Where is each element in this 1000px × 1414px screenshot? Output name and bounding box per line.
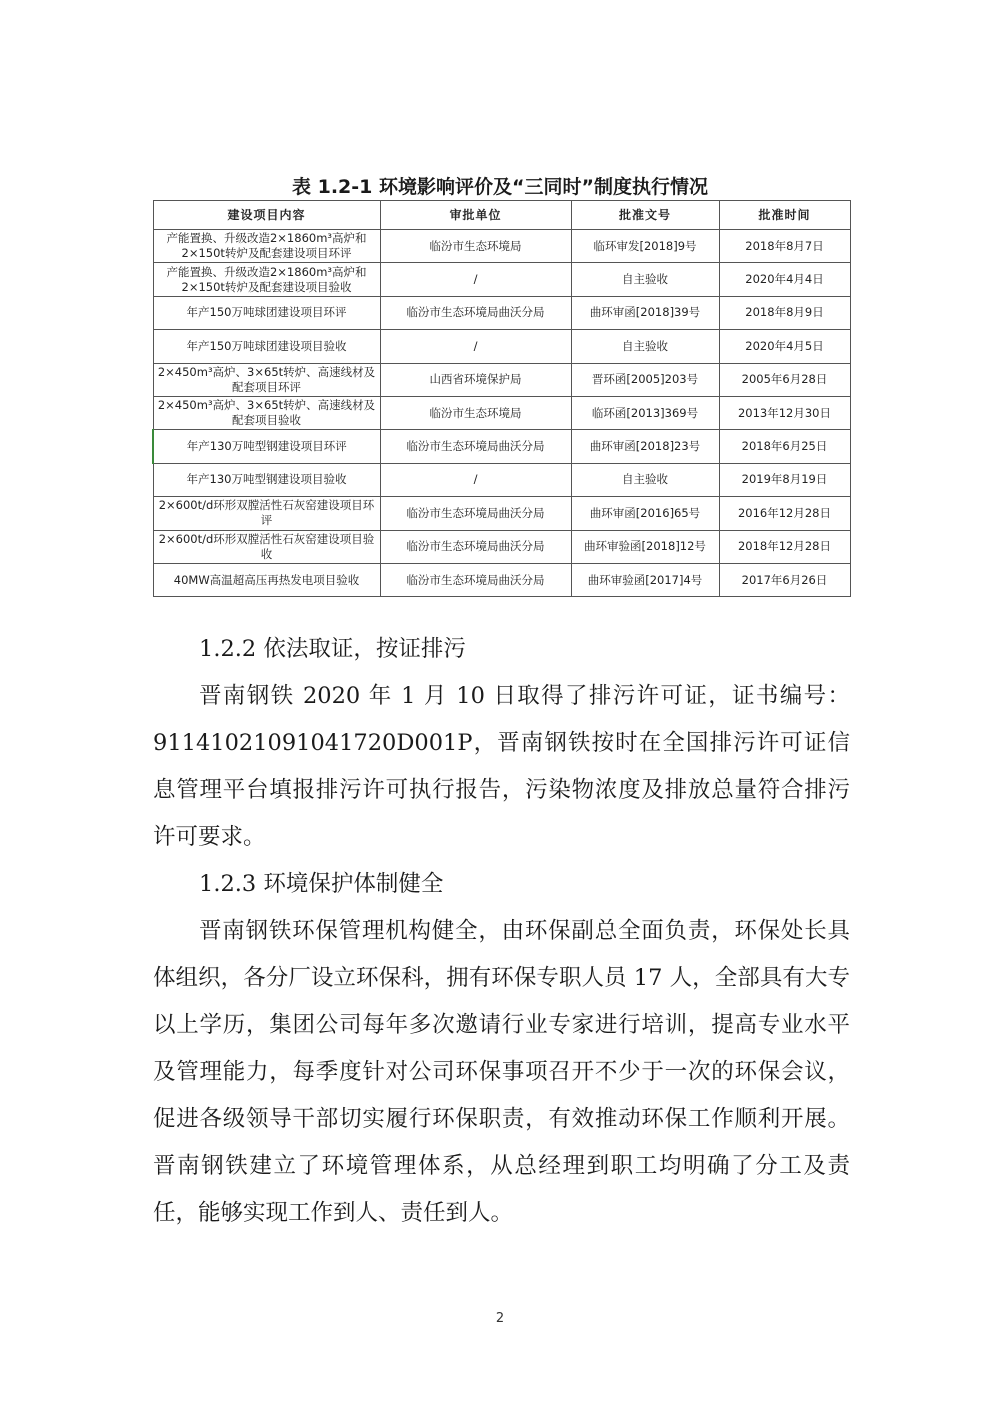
table-row bbox=[153, 497, 850, 530]
project-cell: 2×450m³高炉、3×65t转炉、高速线材及配套项目验收 bbox=[153, 396, 380, 429]
approval-date-cell: 2018年6月25日 bbox=[719, 430, 850, 463]
approval-date-cell: 2019年8月19日 bbox=[719, 463, 850, 496]
authority-cell: 临汾市生态环境局曲沃分局 bbox=[380, 296, 571, 329]
approval-date-cell: 2020年4月4日 bbox=[719, 263, 850, 296]
document-number-cell: 曲环审函[2018]39号 bbox=[571, 296, 719, 329]
table-row bbox=[153, 363, 850, 396]
approval-date-cell: 2018年12月28日 bbox=[719, 530, 850, 563]
paragraph-environmental-management: 晋南钢铁环保管理机构健全，由环保副总全面负责，环保处长具体组织，各分厂设立环保科，拥有环保专职人员 17 人，全部具有大专以上学历，集团公司每年多次邀请行业专家进行培训，提高专业水平及管理能力，每季度针对公司环保事项召开不少于一次的环保会议，促进各级领导干部切实履行环保职责，有效推动环保工作顺利开展。晋南钢铁建立了环境管理体系，从总经理到职工均明确了分工及责任，能够实现工作到人、责任到人。 bbox=[153, 918, 850, 1226]
authority-cell: 临汾市生态环境局曲沃分局 bbox=[380, 430, 571, 463]
document-number-cell: 曲环审函[2018]23号 bbox=[571, 430, 719, 463]
project-cell: 2×450m³高炉、3×65t转炉、高速线材及配套项目环评 bbox=[153, 363, 380, 396]
approval-date-cell: 2017年6月26日 bbox=[719, 563, 850, 596]
authority-cell: 山西省环境保护局 bbox=[380, 363, 571, 396]
approval-date-cell: 2018年8月7日 bbox=[719, 230, 850, 263]
document-number-cell: 临环函[2013]369号 bbox=[571, 396, 719, 429]
table-row bbox=[153, 330, 850, 363]
document-number-cell: 晋环函[2005]203号 bbox=[571, 363, 719, 396]
paragraph-pollution-permit: 晋南钢铁 2020 年 1 月 10 日取得了排污许可证，证书编号：91141021091041720D001P，晋南钢铁按时在全国排污许可证信息管理平台填报排污许可执行报告，污染物浓度及排放总量符合排污许可要求。 bbox=[153, 683, 850, 850]
column-header: 审批单位 bbox=[380, 201, 571, 230]
eia-records-table bbox=[152, 200, 851, 597]
authority-cell: 临汾市生态环境局 bbox=[380, 230, 571, 263]
authority-cell: / bbox=[380, 263, 571, 296]
section-heading-1-2-3: 1.2.3 环境保护体制健全 bbox=[199, 871, 444, 897]
table-row bbox=[153, 430, 850, 463]
authority-cell: 临汾市生态环境局 bbox=[380, 396, 571, 429]
project-cell: 产能置换、升级改造2×1860m³高炉和2×150t转炉及配套建设项目验收 bbox=[153, 263, 380, 296]
column-header: 建设项目内容 bbox=[153, 201, 380, 230]
document-body bbox=[153, 626, 850, 1237]
document-number-cell: 自主验收 bbox=[571, 463, 719, 496]
project-cell: 年产150万吨球团建设项目验收 bbox=[153, 330, 380, 363]
table-row bbox=[153, 563, 850, 596]
table-row bbox=[153, 230, 850, 263]
document-number-cell: 曲环审函[2016]65号 bbox=[571, 497, 719, 530]
authority-cell: 临汾市生态环境局曲沃分局 bbox=[380, 530, 571, 563]
document-number-cell: 临环审发[2018]9号 bbox=[571, 230, 719, 263]
table-header-row bbox=[153, 201, 850, 230]
project-cell: 产能置换、升级改造2×1860m³高炉和2×150t转炉及配套建设项目环评 bbox=[153, 230, 380, 263]
authority-cell: 临汾市生态环境局曲沃分局 bbox=[380, 497, 571, 530]
table-caption: 表 1.2-1 环境影响评价及“三同时”制度执行情况 bbox=[292, 176, 708, 198]
table-row bbox=[153, 296, 850, 329]
project-cell: 年产130万吨型钢建设项目验收 bbox=[153, 463, 380, 496]
authority-cell: / bbox=[380, 330, 571, 363]
approval-date-cell: 2005年6月28日 bbox=[719, 363, 850, 396]
project-cell: 年产150万吨球团建设项目环评 bbox=[153, 296, 380, 329]
table-row bbox=[153, 530, 850, 563]
document-number-cell: 曲环审验函[2017]4号 bbox=[571, 563, 719, 596]
project-cell: 2×600t/d环形双膛活性石灰窑建设项目验收 bbox=[153, 530, 380, 563]
approval-date-cell: 2018年8月9日 bbox=[719, 296, 850, 329]
table-row bbox=[153, 463, 850, 496]
approval-date-cell: 2020年4月5日 bbox=[719, 330, 850, 363]
column-header: 批准文号 bbox=[571, 201, 719, 230]
table-row bbox=[153, 263, 850, 296]
approval-date-cell: 2013年12月30日 bbox=[719, 396, 850, 429]
table-row bbox=[153, 396, 850, 429]
approval-date-cell: 2016年12月28日 bbox=[719, 497, 850, 530]
document-number-cell: 曲环审验函[2018]12号 bbox=[571, 530, 719, 563]
project-cell: 2×600t/d环形双膛活性石灰窑建设项目环评 bbox=[153, 497, 380, 530]
section-heading-1-2-2: 1.2.2 依法取证，按证排污 bbox=[199, 636, 466, 662]
document-number-cell: 自主验收 bbox=[571, 263, 719, 296]
project-cell: 年产130万吨型钢建设项目环评 bbox=[153, 430, 380, 463]
authority-cell: 临汾市生态环境局曲沃分局 bbox=[380, 563, 571, 596]
column-header: 批准时间 bbox=[719, 201, 850, 230]
project-cell: 40MW高温超高压再热发电项目验收 bbox=[153, 563, 380, 596]
document-number-cell: 自主验收 bbox=[571, 330, 719, 363]
page-number: 2 bbox=[495, 1311, 505, 1326]
authority-cell: / bbox=[380, 463, 571, 496]
